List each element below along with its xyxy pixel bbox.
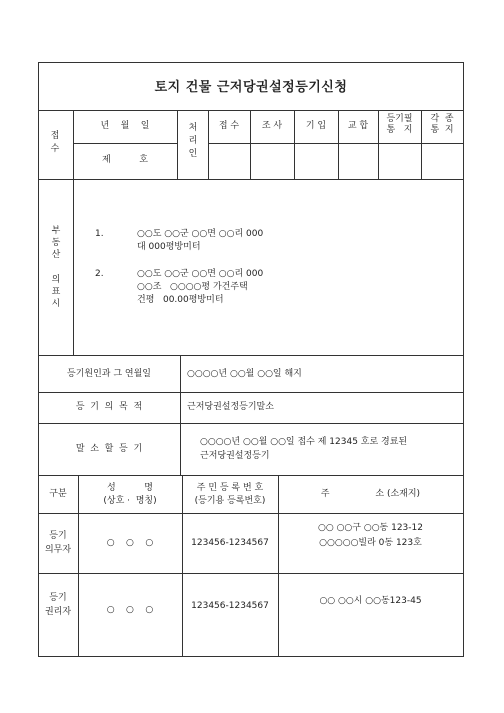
parties-header-division: 구분 <box>49 489 67 499</box>
property-item-2-line-1: ○○도 ○○군 ○○면 ○○리 000 <box>137 269 264 279</box>
receipt-date-label: 년 월 일 <box>100 121 150 131</box>
frame-bottom <box>38 656 464 657</box>
frame-right <box>463 62 464 657</box>
property-item-1-line-2: 대 000평방미터 <box>137 242 201 252</box>
parties-row-1-bottom-line <box>38 573 464 574</box>
parties-col-divider-3 <box>278 475 279 657</box>
row-obligee-name: ○ ○ ○ <box>106 605 154 615</box>
frame-top <box>38 62 464 63</box>
receipt-mid-line <box>73 143 178 144</box>
purpose-bottom-line <box>38 423 464 424</box>
property-label-divider <box>73 179 74 355</box>
info-label-divider <box>180 355 181 475</box>
parties-header-id: 주 민 등 록 번 호 (등기용 등록번호) <box>194 483 266 507</box>
processing-col-various-notice: 각 종 통 지 <box>430 114 454 136</box>
processing-label: 처 리 인 <box>188 123 198 160</box>
row-obligee-role: 등기 권리자 <box>44 593 72 617</box>
receipt-number-label: 제 호 <box>102 155 148 165</box>
purpose-value: 근저당권설정등기말소 <box>187 402 274 412</box>
property-bottom-line <box>38 355 464 356</box>
parties-header-name: 성 명 (상호 · 명칭) <box>103 483 157 507</box>
property-item-2-line-3: 건평 00.00평방미터 <box>137 295 224 305</box>
processing-col-review: 조 사 <box>261 121 283 131</box>
receipt-right-divider <box>177 110 178 180</box>
row-obligor-address-1: ○○ ○○구 ○○동 123-12 <box>318 523 423 533</box>
receipt-label: 접 수 <box>50 131 60 155</box>
processing-col-entry: 기 입 <box>305 121 327 131</box>
cause-value: ○○○○년 ○○월 ○○일 해지 <box>187 369 302 379</box>
form-title: 토지 건물 근저당권설정등기신청 <box>154 80 348 95</box>
processing-col-check: 교 합 <box>347 121 369 131</box>
block-top-line <box>38 110 464 111</box>
parties-header-bottom-line <box>38 513 464 514</box>
processing-col-registered-notice: 등기필 통 지 <box>386 114 413 136</box>
cancel-bottom-line <box>38 475 464 476</box>
row-obligor-id: 123456-1234567 <box>191 538 269 548</box>
processing-mid-line <box>208 143 464 144</box>
row-obligor-address-2: ○○○○○빌라 0동 123호 <box>319 538 422 548</box>
cause-bottom-line <box>38 392 464 393</box>
parties-header-address: 주 소 (소재지) <box>320 489 421 499</box>
property-item-2-line-2: ○○조 ○○○○평 가건주택 <box>137 282 248 292</box>
row-obligee-id: 123456-1234567 <box>191 601 269 611</box>
cancel-line-1: ○○○○년 ○○월 ○○일 접수 제 12345 호로 경료된 <box>200 437 408 447</box>
block-bottom-line <box>38 179 464 180</box>
property-item-1-no: 1. <box>95 229 104 239</box>
purpose-label: 등 기 의 목 적 <box>75 402 143 412</box>
processing-col-receipt: 접 수 <box>218 121 240 131</box>
row-obligor-role: 등기 의무자 <box>44 531 72 555</box>
cancel-line-2: 근저당권설정등기 <box>200 451 270 461</box>
row-obligor-name: ○ ○ ○ <box>106 538 154 548</box>
cause-label: 등기원인과 그 연월일 <box>67 369 151 379</box>
cancel-label: 말 소 할 등 기 <box>75 444 143 454</box>
row-obligee-address-1: ○○ ○○시 ○○동123-45 <box>319 596 422 606</box>
property-item-1-line-1: ○○도 ○○군 ○○면 ○○리 000 <box>137 229 264 239</box>
property-label: 부 동 산 의 표 시 <box>51 226 61 309</box>
frame-left <box>38 62 39 657</box>
property-item-2-no: 2. <box>95 269 104 279</box>
